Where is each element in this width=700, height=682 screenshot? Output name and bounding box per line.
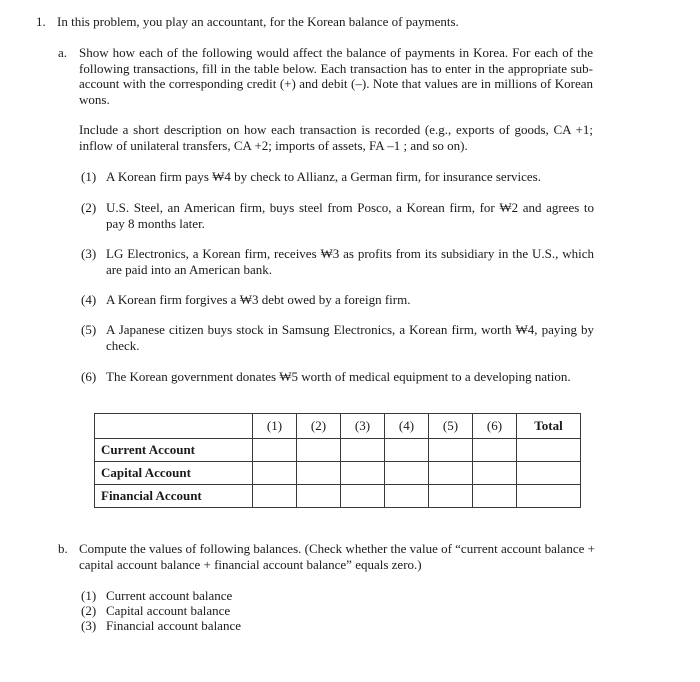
table-cell[interactable] <box>253 485 297 508</box>
table-cell[interactable] <box>297 462 341 485</box>
balance-item-text: Current account balance <box>106 588 233 603</box>
column-header: (6) <box>473 414 517 439</box>
table-cell[interactable] <box>473 462 517 485</box>
column-header: (2) <box>297 414 341 439</box>
table-cell[interactable] <box>385 439 429 462</box>
part-b-text: Compute the values of following balances. (Check whether the value of “current account balance + capital account balance + financial account balance” equals zero.) <box>79 541 595 572</box>
column-header: (4) <box>385 414 429 439</box>
item-number: (1) <box>81 169 97 184</box>
table-row-financial-account <box>95 485 581 508</box>
item-text: A Korean firm pays ₩4 by check to Allianz, a German firm, for insurance services. <box>106 169 541 184</box>
item-number: (5) <box>81 322 97 337</box>
balance-item-number: (2) <box>81 603 97 618</box>
table-cell[interactable] <box>429 485 473 508</box>
part-a-paragraph-2: Include a short description on how each transaction is recorded (e.g., exports of goods, CA +1; inflow of unilateral transfers, CA +2; imports of assets, FA –1 ; and so on). <box>79 122 593 153</box>
table-cell[interactable] <box>385 462 429 485</box>
table-cell[interactable] <box>297 439 341 462</box>
problem-number: 1. <box>36 14 46 29</box>
balance-item-text: Capital account balance <box>106 603 231 618</box>
column-header-total: Total <box>517 414 581 439</box>
item-text: A Korean firm forgives a ₩3 debt owed by a foreign firm. <box>106 292 411 307</box>
table-cell[interactable] <box>385 485 429 508</box>
row-label: Financial Account <box>95 485 253 508</box>
problem-intro: In this problem, you play an accountant, for the Korean balance of payments. <box>57 14 459 29</box>
table-cell[interactable] <box>473 485 517 508</box>
table-cell[interactable] <box>253 439 297 462</box>
column-header: (5) <box>429 414 473 439</box>
column-header: (1) <box>253 414 297 439</box>
table-row-capital-account <box>95 462 581 485</box>
table-cell[interactable] <box>297 485 341 508</box>
table-cell[interactable] <box>341 462 385 485</box>
column-header: (3) <box>341 414 385 439</box>
item-text: U.S. Steel, an American firm, buys steel from Posco, a Korean firm, for ₩2 and agrees to pay 8 months later. <box>106 200 594 231</box>
table-cell[interactable] <box>429 439 473 462</box>
table-cell[interactable] <box>341 485 385 508</box>
table-cell[interactable] <box>253 462 297 485</box>
part-b-letter: b. <box>58 541 68 556</box>
table-cell[interactable] <box>341 439 385 462</box>
item-number: (2) <box>81 200 97 215</box>
table-cell[interactable] <box>473 439 517 462</box>
row-label: Current Account <box>95 439 253 462</box>
table-row-current-account <box>95 439 581 462</box>
item-number: (4) <box>81 292 97 307</box>
row-label: Capital Account <box>95 462 253 485</box>
part-a-letter: a. <box>58 45 68 60</box>
balance-item-number: (1) <box>81 588 97 603</box>
balance-item-text: Financial account balance <box>106 618 241 633</box>
table-cell[interactable] <box>429 462 473 485</box>
table-cell[interactable] <box>517 462 581 485</box>
item-text: A Japanese citizen buys stock in Samsung Electronics, a Korean firm, worth ₩4, paying by check. <box>106 322 594 353</box>
item-text: LG Electronics, a Korean firm, receives ₩3 as profits from its subsidiary in the U.S., which are paid into an American bank. <box>106 246 594 277</box>
table-header-row <box>95 414 581 439</box>
table-cell[interactable] <box>517 485 581 508</box>
table-cell[interactable] <box>517 439 581 462</box>
table-corner-cell <box>95 414 253 439</box>
part-a-paragraph-1: Show how each of the following would affect the balance of payments in Korea. For each of the following transactions, fill in the table below. Each transaction has to enter in the appropriate sub-account with the corresponding credit (+) and debit (–). Note that values are in millions of Korean wons. <box>79 45 593 107</box>
item-text: The Korean government donates ₩5 worth of medical equipment to a developing nation. <box>106 369 571 384</box>
item-number: (6) <box>81 369 97 384</box>
item-number: (3) <box>81 246 97 261</box>
balance-item-number: (3) <box>81 618 97 633</box>
balance-of-payments-table <box>94 413 581 508</box>
